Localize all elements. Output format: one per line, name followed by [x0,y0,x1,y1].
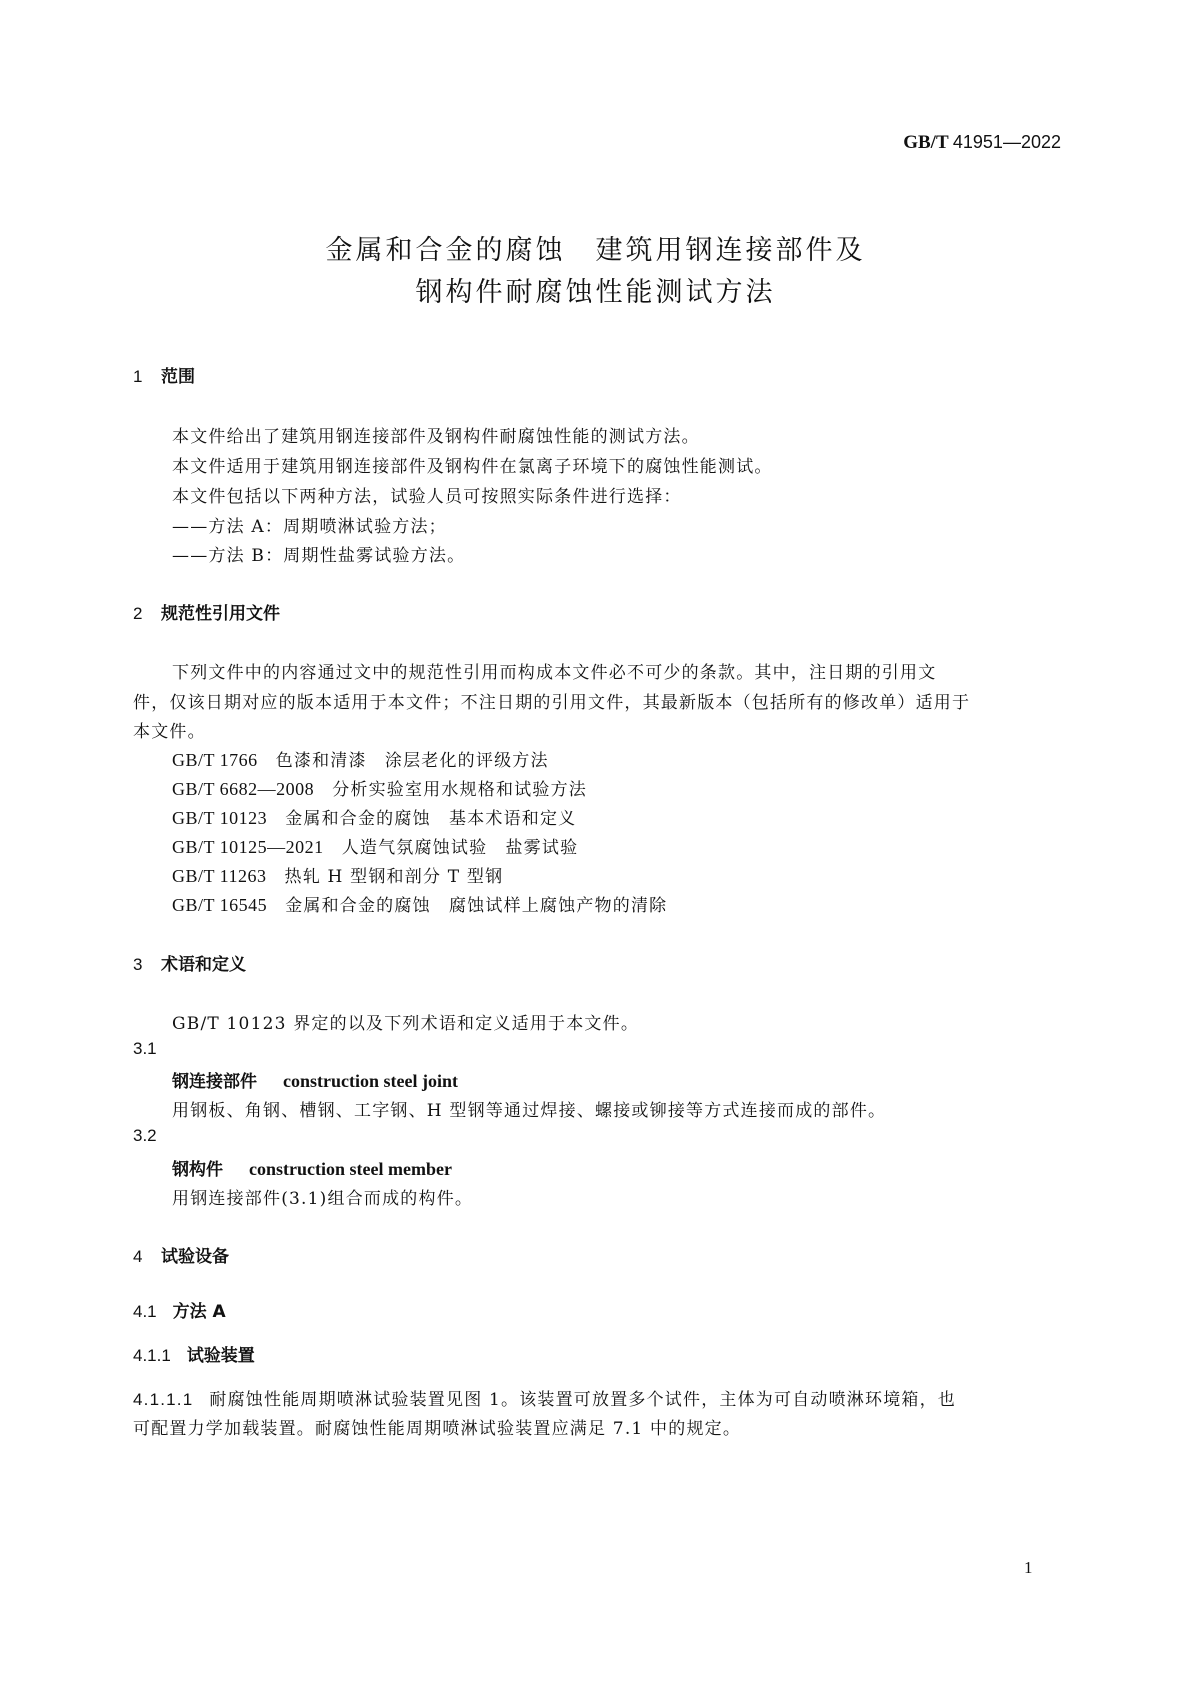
subsection-title: 方法 A [172,1302,226,1322]
term-number: 3.1 [133,1039,157,1058]
subsection-number: 4.1.1 [133,1346,171,1365]
term-en: construction steel joint [283,1071,458,1091]
reference-code: GB/T 11263 [172,866,267,886]
subsection-4-1-1-heading [133,1341,255,1366]
reference-code: GB/T 1766 [172,750,258,770]
paragraph: 本文件给出了建筑用钢连接部件及钢构件耐腐蚀性能的测试方法。 [172,427,700,447]
clause-line [133,1385,956,1410]
section-title: 范围 [161,367,195,387]
document-title-line-2: 钢构件耐腐蚀性能测试方法 [415,277,776,308]
paragraph: 本文件适用于建筑用钢连接部件及钢构件在氯离子环境下的腐蚀性能测试。 [172,457,773,477]
reference-item [172,891,667,916]
section-3-heading [133,950,246,975]
paragraph: 本文件包括以下两种方法，试验人员可按照实际条件进行选择： [172,487,682,507]
reference-title: 分析实验室用水规格和试验方法 [332,780,587,800]
term-heading [172,1155,452,1180]
section-2-heading [133,599,280,624]
reference-title: 色漆和清漆 涂层老化的评级方法 [275,751,549,771]
clause-line: 可配置力学加载装置。耐腐蚀性能周期喷淋试验装置应满足 7.1 中的规定。 [133,1419,742,1439]
paragraph-line: 件，仅该日期对应的版本适用于本文件；不注日期的引用文件，其最新版本（包括所有的修改单）适用于 [133,693,971,713]
reference-code: GB/T 16545 [172,895,268,915]
reference-code: GB/T 6682—2008 [172,779,315,799]
term-definition: 用钢连接部件(3.1)组合而成的构件。 [172,1189,474,1209]
section-number: 4 [133,1247,143,1266]
clause-number: 4.1.1.1 [133,1390,194,1409]
reference-code: GB/T 10123 [172,808,268,828]
subsection-number: 4.1 [133,1302,157,1321]
subsection-title: 试验装置 [186,1346,255,1366]
section-number: 3 [133,955,143,974]
page-number: 1 [1024,1558,1033,1577]
section-1-heading [133,362,195,387]
paragraph: GB/T 10123 界定的以及下列术语和定义适用于本文件。 [172,1014,640,1034]
reference-code: GB/T 10125—2021 [172,837,324,857]
reference-title: 金属和合金的腐蚀 腐蚀试样上腐蚀产物的清除 [285,896,668,916]
list-item: ——方法 A：周期喷淋试验方法； [172,517,447,537]
term-zh: 钢构件 [172,1160,223,1180]
paragraph-line: 本文件。 [133,722,206,742]
subsection-4-1-heading [133,1297,226,1322]
reference-item [172,833,578,858]
term-en: construction steel member [249,1159,452,1179]
section-title: 试验设备 [161,1247,229,1267]
section-number: 1 [133,367,143,386]
paragraph-line: 下列文件中的内容通过文中的规范性引用而构成本文件必不可少的条款。其中，注日期的引用文 [172,663,937,683]
section-title: 术语和定义 [161,955,246,975]
term-number: 3.2 [133,1126,157,1145]
reference-title: 热轧 H 型钢和剖分 T 型钢 [284,867,504,887]
clause-text: 耐腐蚀性能周期喷淋试验装置见图 1。该装置可放置多个试件，主体为可自动喷淋环境箱，也 [209,1390,957,1410]
reference-item [172,775,587,800]
reference-title: 人造气氛腐蚀试验 盐雾试验 [341,838,579,858]
term-definition: 用钢板、角钢、槽钢、工字钢、H 型钢等通过焊接、螺接或铆接等方式连接而成的部件。 [172,1101,887,1121]
standard-prefix: GB/T [903,132,949,153]
term-zh: 钢连接部件 [172,1072,257,1092]
standard-number: 41951—2022 [952,132,1061,152]
reference-item [172,746,549,771]
section-number: 2 [133,604,143,623]
reference-item [172,804,576,829]
term-heading [172,1067,458,1092]
document-title-line-1: 金属和合金的腐蚀 建筑用钢连接部件及 [325,235,866,266]
reference-item [172,862,503,887]
reference-title: 金属和合金的腐蚀 基本术语和定义 [285,809,577,829]
section-4-heading [133,1242,229,1267]
section-title: 规范性引用文件 [161,604,280,624]
standard-code [0,132,1061,154]
list-item: ——方法 B：周期性盐雾试验方法。 [172,546,466,566]
